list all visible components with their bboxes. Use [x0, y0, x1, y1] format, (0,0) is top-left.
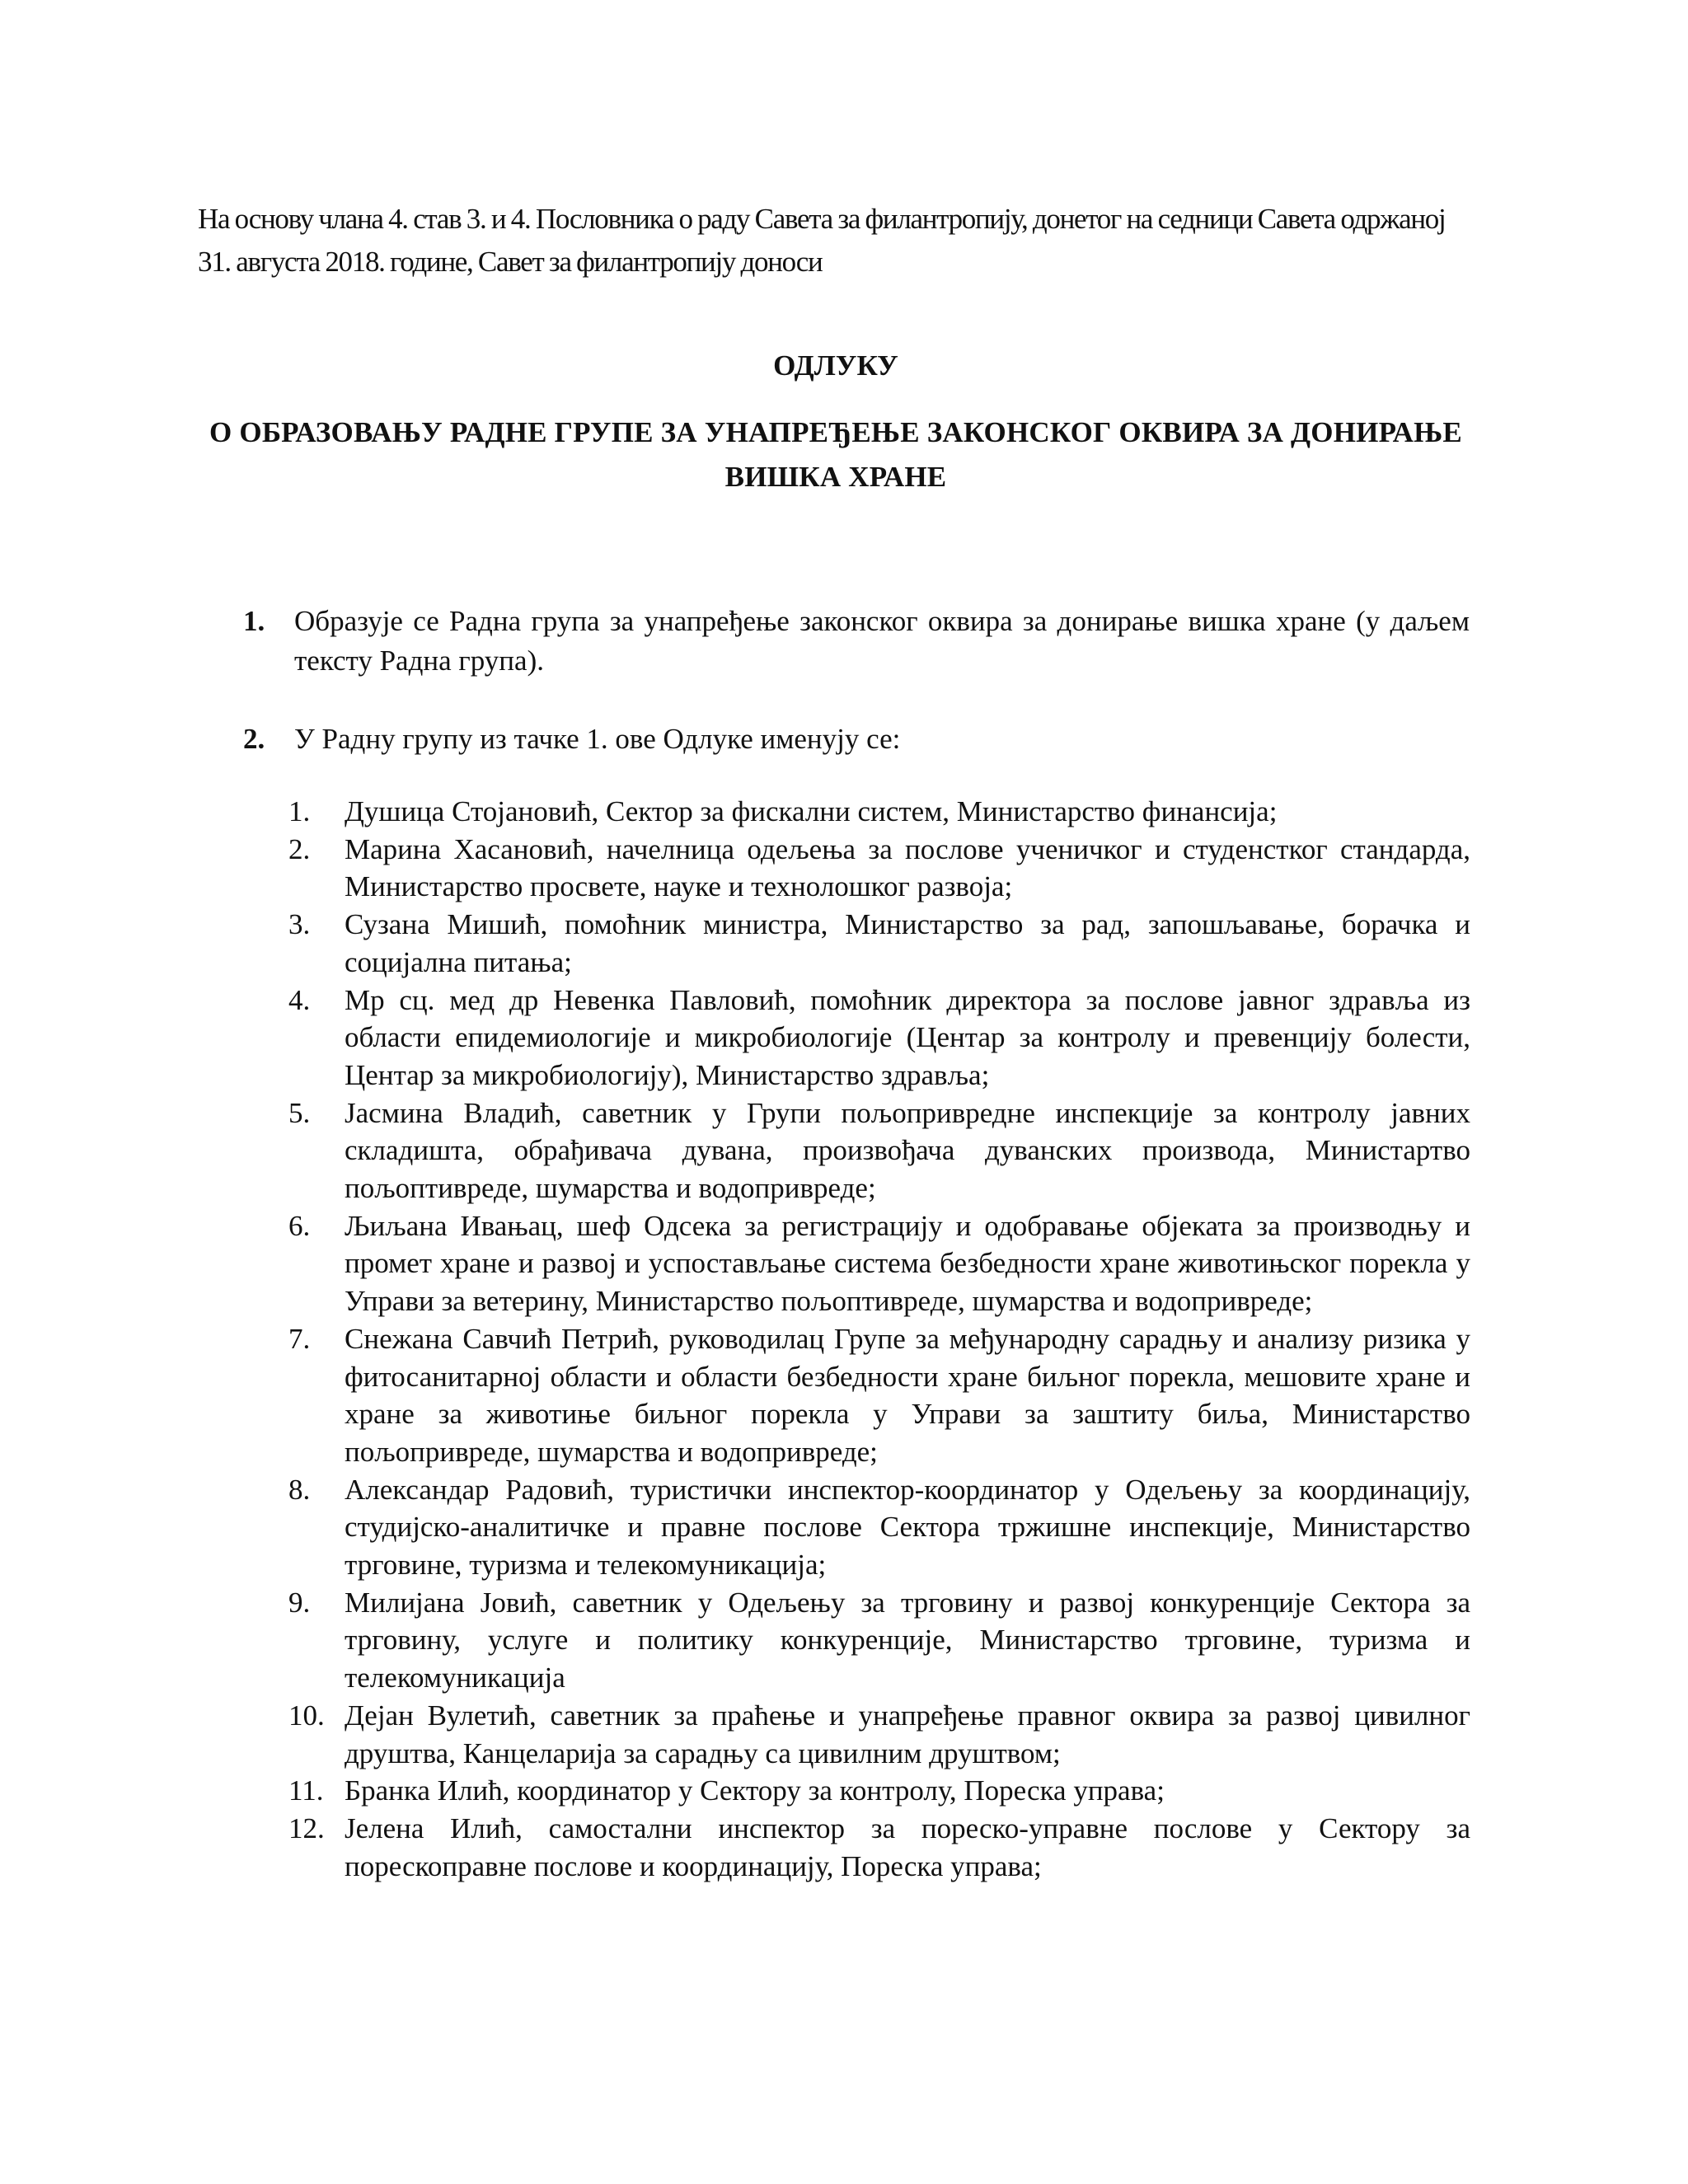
member-number: 4.: [288, 983, 311, 1016]
point-2: [243, 719, 1470, 759]
document-subtitle: О ОБРАЗОВАЊУ РАДНЕ ГРУПЕ ЗА УНАПРЕЂЕЊЕ ЗАКОНСКОГ ОКВИРА ЗА ДОНИРАЊЕ ВИШКА ХРАНЕ: [209, 416, 1462, 493]
member-text: Дејан Вулетић, саветник за праћење и унапређење правног оквира за развој цивилног друштва, Канцеларија за сарадњу са цивилним друштвом;: [345, 1699, 1470, 1769]
member-number: 6.: [288, 1209, 311, 1242]
member-text: Мр сц. мед др Невенка Павловић, помоћник директора за послове јавног здравља из области епидемиологије и микробиологије (Центар за контролу и превенцију болести, Центар за микробиологију), Министарство здравља;: [345, 983, 1470, 1091]
member-item: [288, 1810, 1470, 1885]
member-item: [288, 906, 1470, 981]
member-item: [288, 1584, 1470, 1697]
preamble-paragraph: На основу члана 4. став 3. и 4. Пословника о раду Савета за филантропију, донетог на седници Савета одржаној 31. августа 2018. године, Савет за филантропију доноси: [198, 203, 1446, 278]
point-number: 1.: [243, 605, 265, 637]
member-number: 1.: [288, 795, 311, 827]
member-item: [288, 1772, 1470, 1810]
member-number: 7.: [288, 1322, 311, 1355]
member-text: Јасмина Владић, саветник у Групи пољопривредне инспекције за контролу јавних складишта, обрађивача дувана, произвођача дуванских производа, Министартво пољоптивреде, шумарства и водопривреде;: [345, 1096, 1470, 1205]
member-text: Јелена Илић, самостални инспектор за пореско-управне послове у Сектору за порескоправне послове и координацију, Пореска управа;: [345, 1811, 1470, 1882]
point-1: [243, 602, 1470, 681]
point-text: У Радну групу из тачке 1. ове Одлуке именују се:: [294, 723, 901, 755]
member-text: Сузана Мишић, помоћник министра, Министарство за рад, запошљавање, борачка и социјална питања;: [345, 908, 1470, 978]
member-number: 2.: [288, 832, 311, 865]
member-text: Душица Стојановић, Сектор за фискални систем, Министарство финансија;: [345, 795, 1278, 827]
member-number: 9.: [288, 1586, 311, 1619]
member-item: [288, 1697, 1470, 1772]
point-number: 2.: [243, 723, 265, 755]
member-text: Александар Радовић, туристички инспектор-координатор у Одељењу за координацију, студијско-аналитичке и правне послове Сектора тржишне инспекције, Министарство трговине, туризма и телекомуникација;: [345, 1473, 1470, 1582]
point-text: Образује се Радна група за унапређење законског оквира за донирање вишка хране (у даљем тексту Радна група).: [294, 605, 1470, 677]
member-number: 5.: [288, 1096, 311, 1129]
member-text: Снежана Савчић Петрић, руководилац Групе за међународну сарадњу и анализу ризика у фитосанитарној области и области безбедности хране биљног порекла, мешовите хране и хране за животиње биљног порекла у Управи за заштиту биља, Министарство пољопривреде, шумарства и водопривреде;: [345, 1322, 1470, 1468]
member-item: [288, 793, 1470, 831]
member-number: 12.: [288, 1811, 325, 1844]
member-item: [288, 1207, 1470, 1320]
member-item: [288, 1320, 1470, 1471]
member-number: 11.: [288, 1774, 324, 1807]
member-text: Бранка Илић, координатор у Сектору за контролу, Пореска управа;: [345, 1774, 1165, 1807]
member-item: [288, 1094, 1470, 1207]
members-list: [288, 793, 1470, 1885]
member-number: 10.: [288, 1699, 325, 1732]
document-title: ОДЛУКУ: [773, 349, 898, 382]
member-item: [288, 982, 1470, 1094]
member-text: Љиљана Ивањац, шеф Одсека за регистрацију и одобравање објеката за производњу и промет хране и развој и успостављање система безбедности хране животињског порекла у Управи за ветерину, Министарство пољоптивреде, шумарства и водопривреде;: [345, 1209, 1470, 1318]
member-text: Марина Хасановић, начелница одељења за послове ученичког и студенстког стандарда, Министарство просвете, науке и технолошког развоја;: [345, 832, 1470, 903]
member-item: [288, 1471, 1470, 1584]
member-number: 3.: [288, 908, 311, 941]
member-item: [288, 831, 1470, 906]
member-text: Милијана Јовић, саветник у Одељењу за трговину и развој конкуренције Сектора за трговину, услуге и политику конкуренције, Министарство трговине, туризма и телекомуникација: [345, 1586, 1470, 1694]
member-number: 8.: [288, 1473, 311, 1506]
